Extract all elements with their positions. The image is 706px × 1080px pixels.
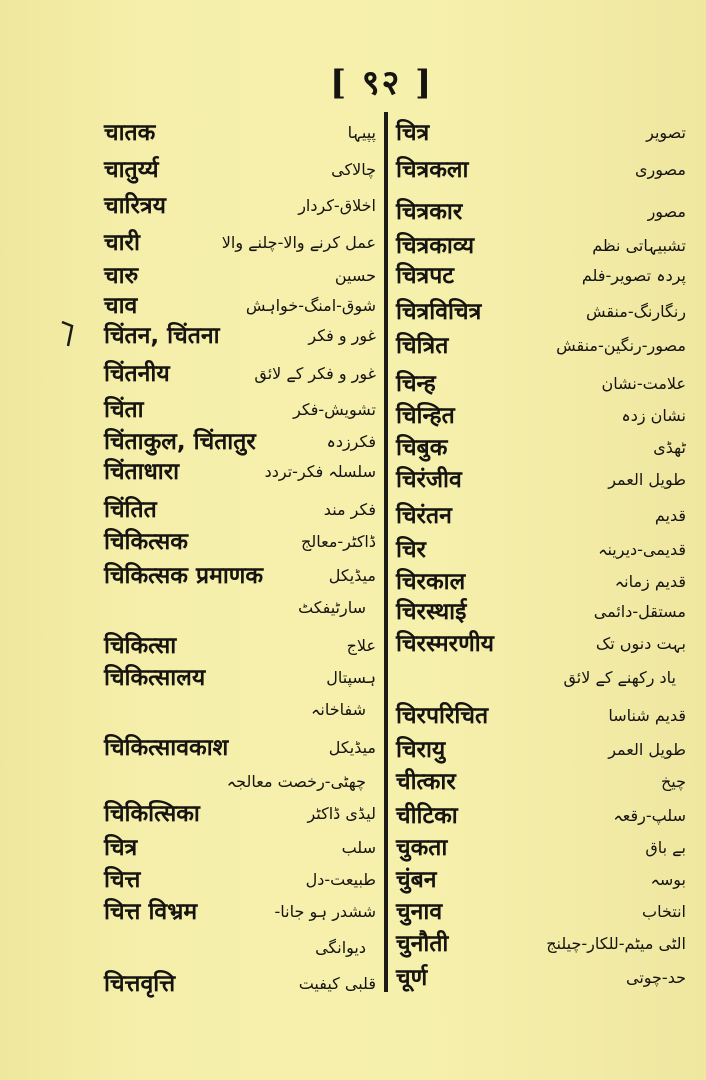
dictionary-entry bbox=[104, 524, 376, 560]
urdu-meaning: سارٹیفکٹ bbox=[298, 598, 366, 617]
urdu-meaning: طبیعت-دل bbox=[305, 870, 376, 889]
dictionary-entry bbox=[396, 152, 686, 188]
hindi-headword: चिंतनीय bbox=[104, 361, 170, 387]
dictionary-entry bbox=[396, 830, 686, 866]
dictionary-entry bbox=[104, 188, 376, 224]
dictionary-entry bbox=[396, 960, 686, 996]
urdu-meaning: غور و فکر کے لائق bbox=[254, 364, 376, 383]
urdu-meaning: چھٹی-رخصت معالجہ bbox=[226, 772, 366, 791]
hindi-headword: चिरकाल bbox=[396, 569, 466, 595]
hindi-headword: चित्र bbox=[104, 835, 138, 861]
urdu-meaning: غور و فکر bbox=[308, 326, 376, 345]
dictionary-entry bbox=[396, 532, 686, 568]
urdu-meaning: دیوانگی bbox=[315, 938, 366, 957]
hindi-headword: चिन्हित bbox=[396, 403, 455, 429]
dictionary-entry bbox=[104, 930, 376, 966]
urdu-meaning: حسین bbox=[334, 266, 376, 285]
urdu-meaning: علامت-نشان bbox=[601, 374, 686, 393]
dictionary-entry bbox=[396, 798, 686, 834]
urdu-meaning: فکرزدہ bbox=[326, 432, 376, 451]
hindi-headword: चिंतन, चिंतना bbox=[104, 323, 220, 349]
hindi-headword: चित्रकला bbox=[396, 157, 469, 183]
urdu-meaning: سلب bbox=[341, 838, 376, 857]
hindi-headword: चित्र bbox=[396, 120, 430, 146]
urdu-meaning: سلپ-رقعہ bbox=[613, 806, 686, 825]
hindi-headword: चिकित्सावकाश bbox=[104, 735, 229, 761]
hindi-headword: चिन्ह bbox=[396, 371, 436, 397]
urdu-meaning: شوق-امنگ-خواہش bbox=[245, 296, 376, 315]
dictionary-entry bbox=[104, 894, 376, 930]
hindi-headword: चुंबन bbox=[396, 867, 437, 893]
hindi-headword: चातक bbox=[104, 120, 156, 146]
urdu-meaning: تشبیہاتی نظم bbox=[592, 236, 686, 255]
hindi-headword: चिरंजीव bbox=[396, 467, 462, 493]
hindi-headword: चिरस्मरणीय bbox=[396, 631, 495, 657]
urdu-meaning: پپیہا bbox=[347, 123, 376, 142]
dictionary-entry bbox=[104, 796, 376, 832]
hindi-headword: चित्रविचित्र bbox=[396, 299, 482, 325]
dictionary-entry bbox=[104, 558, 376, 594]
hindi-headword: चिंताकुल, चिंतातुर bbox=[104, 429, 256, 455]
hindi-headword: चिबुक bbox=[396, 435, 448, 461]
hindi-headword: चिकित्सालय bbox=[104, 665, 206, 691]
dictionary-entry bbox=[396, 660, 686, 696]
dictionary-entry bbox=[104, 660, 376, 696]
urdu-meaning: مصوری bbox=[635, 160, 686, 179]
urdu-meaning: قدیم bbox=[654, 506, 686, 525]
urdu-meaning: طویل العمر bbox=[608, 470, 686, 489]
urdu-meaning: ڈاکٹر-معالج bbox=[301, 532, 376, 551]
dictionary-entry bbox=[396, 764, 686, 800]
urdu-meaning: عمل کرنے والا-چلنے والا bbox=[221, 233, 376, 252]
dictionary-entry bbox=[104, 356, 376, 392]
urdu-meaning: طویل العمر bbox=[608, 740, 686, 759]
urdu-meaning: نشان زدہ bbox=[621, 406, 686, 425]
hindi-headword: चारी bbox=[104, 230, 140, 256]
urdu-meaning: قدیم شناسا bbox=[608, 706, 686, 725]
hindi-headword: चिंता bbox=[104, 397, 144, 423]
hindi-headword: चित्त bbox=[104, 867, 141, 893]
urdu-meaning: ہسپتال bbox=[326, 668, 376, 687]
hindi-headword: चिंतित bbox=[104, 497, 157, 523]
dictionary-entry bbox=[104, 628, 376, 664]
dictionary-entry bbox=[104, 152, 376, 188]
hindi-headword: चिकित्सक bbox=[104, 529, 188, 555]
urdu-meaning: الٹی میٹم-للکار-چیلنج bbox=[546, 934, 686, 953]
urdu-meaning: بے باق bbox=[645, 838, 686, 857]
urdu-meaning: فکر مند bbox=[323, 500, 376, 519]
urdu-meaning: سلسلہ فکر-تردد bbox=[264, 462, 376, 481]
dictionary-entry bbox=[104, 115, 376, 151]
urdu-meaning: ششدر ہو جانا- bbox=[274, 902, 376, 921]
hindi-headword: चुनौती bbox=[396, 931, 449, 957]
hindi-headword: चुकता bbox=[396, 835, 448, 861]
dictionary-entry bbox=[396, 430, 686, 466]
urdu-meaning: لیڈی ڈاکٹر bbox=[307, 804, 376, 823]
dictionary-entry bbox=[104, 492, 376, 528]
urdu-meaning: مصور bbox=[647, 202, 686, 221]
dictionary-entry bbox=[104, 966, 376, 1002]
urdu-meaning: میڈیکل bbox=[328, 566, 376, 585]
dictionary-entry bbox=[104, 590, 376, 626]
hindi-headword: चिर bbox=[396, 537, 426, 563]
dictionary-entry bbox=[396, 258, 686, 294]
urdu-meaning: ٹھڈی bbox=[653, 438, 686, 457]
dictionary-entry bbox=[104, 318, 376, 354]
urdu-meaning: قدیمی-دیرینہ bbox=[598, 540, 686, 559]
urdu-meaning: چیخ bbox=[660, 772, 686, 791]
dictionary-entry bbox=[104, 454, 376, 490]
urdu-meaning: پردہ تصویر-فلم bbox=[581, 266, 686, 285]
hindi-headword: चित्रकाव्य bbox=[396, 233, 475, 259]
dictionary-entry bbox=[104, 392, 376, 428]
hindi-headword: चित्रपट bbox=[396, 263, 454, 289]
dictionary-entry bbox=[396, 462, 686, 498]
hindi-headword: चिरायु bbox=[396, 737, 446, 763]
dictionary-entry bbox=[104, 830, 376, 866]
hindi-headword: चाव bbox=[104, 293, 138, 319]
dictionary-entry bbox=[396, 194, 686, 230]
urdu-meaning: بہت دنوں تک bbox=[595, 634, 686, 653]
dictionary-entry bbox=[396, 398, 686, 434]
urdu-meaning: چالاکی bbox=[331, 160, 376, 179]
dictionary-entry bbox=[396, 698, 686, 734]
dictionary-entry bbox=[104, 225, 376, 261]
dictionary-entry bbox=[104, 730, 376, 766]
dictionary-entry bbox=[396, 366, 686, 402]
hindi-headword: चीटिका bbox=[396, 803, 458, 829]
dictionary-entry bbox=[104, 692, 376, 728]
dictionary-entry bbox=[396, 294, 686, 330]
urdu-meaning: علاج bbox=[346, 636, 376, 655]
urdu-meaning: مستقل-دائمی bbox=[593, 602, 686, 621]
urdu-meaning: شفاخانہ bbox=[311, 700, 366, 719]
hindi-headword: चिरंतन bbox=[396, 503, 452, 529]
hindi-headword: चारु bbox=[104, 263, 139, 289]
hindi-headword: चित्तवृत्ति bbox=[104, 971, 176, 997]
hindi-headword: चुनाव bbox=[396, 899, 443, 925]
dictionary-entry bbox=[396, 594, 686, 630]
urdu-meaning: بوسہ bbox=[650, 870, 686, 889]
hindi-headword: चातुर्य्य bbox=[104, 157, 159, 183]
dictionary-entry bbox=[396, 862, 686, 898]
dictionary-entry bbox=[396, 626, 686, 662]
hindi-headword: चित्रित bbox=[396, 333, 449, 359]
hindi-headword: चित्त विभ्रम bbox=[104, 899, 198, 925]
hindi-headword: चित्रकार bbox=[396, 199, 463, 225]
hindi-headword: चिंताधारा bbox=[104, 459, 180, 485]
dictionary-entry bbox=[396, 498, 686, 534]
urdu-meaning: میڈیکل bbox=[328, 738, 376, 757]
pen-tick-mark-icon bbox=[60, 318, 82, 348]
hindi-headword: चारित्रय bbox=[104, 193, 166, 219]
hindi-headword: चिकित्सक प्रमाणक bbox=[104, 563, 264, 589]
urdu-meaning: تصویر bbox=[646, 123, 686, 142]
dictionary-entry bbox=[396, 732, 686, 768]
dictionary-entry bbox=[396, 894, 686, 930]
hindi-headword: चूर्ण bbox=[396, 965, 428, 991]
hindi-headword: चिकित्सिका bbox=[104, 801, 200, 827]
urdu-meaning: قلبی کیفیت bbox=[298, 974, 376, 993]
urdu-meaning: قدیم زمانہ bbox=[614, 572, 686, 591]
urdu-meaning: حد-چوتی bbox=[625, 968, 686, 987]
urdu-meaning: اخلاق-کردار bbox=[298, 196, 376, 215]
hindi-headword: चीत्कार bbox=[396, 769, 456, 795]
urdu-meaning: انتخاب bbox=[642, 902, 686, 921]
hindi-headword: चिकित्सा bbox=[104, 633, 177, 659]
hindi-headword: चिरपरिचित bbox=[396, 703, 489, 729]
urdu-meaning: تشویش-فکر bbox=[293, 400, 376, 419]
hindi-headword: चिरस्थाई bbox=[396, 599, 467, 625]
page-number: [ ९२ ] bbox=[330, 63, 434, 103]
dictionary-entry bbox=[104, 862, 376, 898]
dictionary-entry bbox=[396, 328, 686, 364]
urdu-meaning: مصور-رنگین-منقش bbox=[556, 336, 686, 355]
dictionary-entry bbox=[104, 764, 376, 800]
dictionary-entry bbox=[396, 115, 686, 151]
urdu-meaning: رنگارنگ-منقش bbox=[585, 302, 686, 321]
column-divider bbox=[384, 112, 388, 992]
urdu-meaning: یاد رکھنے کے لائق bbox=[563, 668, 676, 687]
dictionary-entry bbox=[396, 926, 686, 962]
